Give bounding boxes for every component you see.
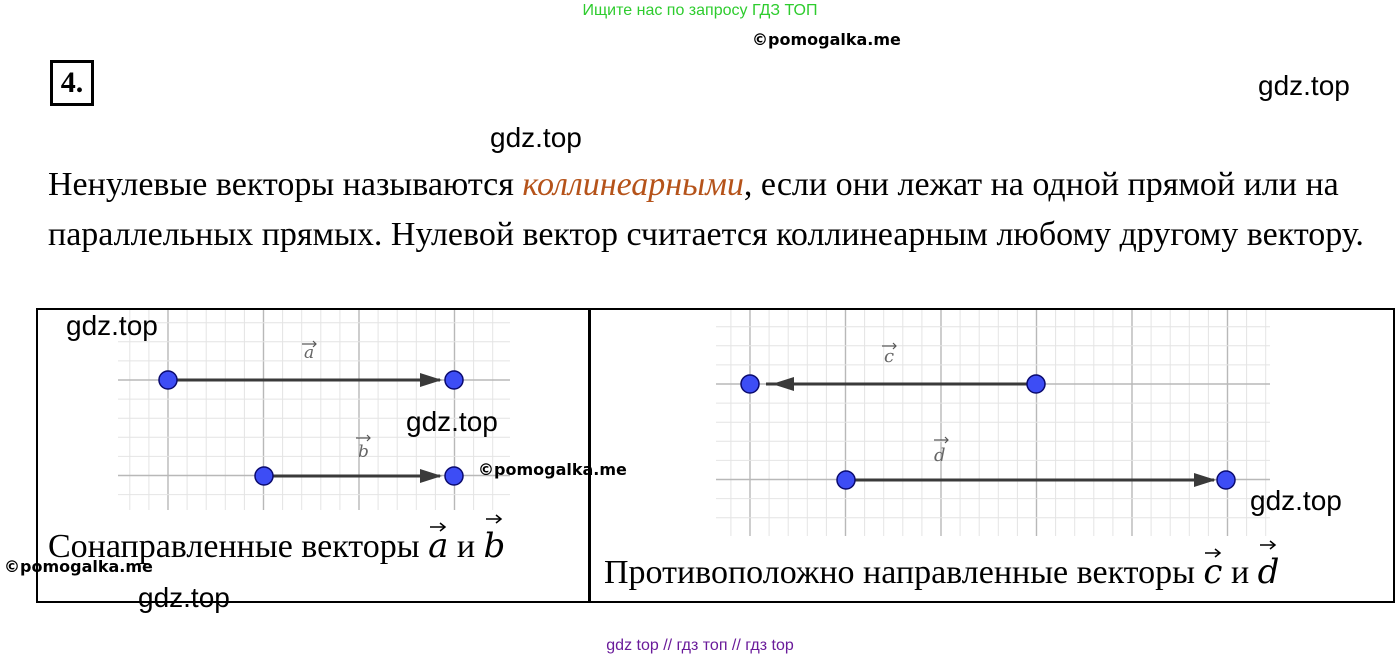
- watermark: gdz.top: [66, 310, 158, 341]
- vector-a-end-point: [445, 371, 463, 389]
- footer-links: gdz top // гдз топ // гдз top: [606, 637, 794, 654]
- caption-conjunction: и: [448, 528, 484, 565]
- vector-c-arrowhead: [772, 377, 794, 391]
- vector-a-label: a: [304, 343, 315, 363]
- paragraph-text: Ненулевые векторы называются: [48, 166, 523, 203]
- vector-b-arrowhead: [420, 469, 442, 483]
- vector-arrow-icon: [1258, 538, 1278, 550]
- vector-symbol-d: d: [1258, 552, 1280, 592]
- task-number: 4.: [50, 60, 94, 106]
- vector-arrow-icon: [1203, 546, 1223, 558]
- vector-a-start-point: [159, 371, 177, 389]
- copyright-mark: ©pomogalka.me: [478, 460, 627, 479]
- opposite-vectors-figure: [716, 310, 1270, 536]
- copyright-mark: ©pomogalka.me: [4, 557, 153, 576]
- vector-d-start-point: [837, 471, 855, 489]
- definition-paragraph: [48, 160, 1378, 260]
- vector-symbol-a: a: [428, 526, 448, 566]
- vector-c-label: c: [884, 346, 895, 367]
- copyright-mark: ©pomogalka.me: [752, 30, 901, 49]
- watermark: gdz.top: [138, 582, 230, 613]
- vector-d-label: d: [934, 445, 946, 466]
- vector-b-label: b: [358, 442, 369, 462]
- caption-text: Противоположно направленные векторы: [604, 554, 1204, 591]
- paragraph-text: , если они лежат на одной прямой или на параллельных прямых. Нулевой вектор считается коллинеарным любому другому вектору.: [48, 166, 1364, 253]
- collinear-term: коллинеарными: [522, 166, 744, 203]
- watermark: gdz.top: [1250, 485, 1342, 516]
- vector-arrow-icon: [484, 512, 504, 524]
- vector-d-end-point: [1217, 471, 1235, 489]
- vector-arrow-icon: [428, 520, 448, 532]
- watermark: gdz.top: [490, 122, 582, 153]
- vector-a: [159, 341, 463, 389]
- vector-b-start-point: [255, 467, 273, 485]
- caption-conjunction: и: [1222, 554, 1258, 591]
- vector-symbol-c: c: [1203, 552, 1222, 592]
- vector-b-end-point: [445, 467, 463, 485]
- vector-b: [255, 435, 463, 485]
- vector-c-end-point: [741, 375, 759, 393]
- watermark: gdz.top: [406, 406, 498, 437]
- vector-d-arrowhead: [1194, 473, 1216, 487]
- vector-symbol-b: b: [484, 526, 506, 566]
- opposite-caption: [604, 552, 1279, 592]
- search-hint-banner: Ищите нас по запросу ГДЗ ТОП: [582, 2, 818, 19]
- vector-c: [741, 343, 1045, 393]
- caption-text: Сонаправленные векторы: [48, 528, 429, 565]
- vector-a-arrowhead: [420, 373, 442, 387]
- grid: [716, 310, 1270, 536]
- watermark: gdz.top: [1258, 70, 1350, 101]
- vector-c-start-point: [1027, 375, 1045, 393]
